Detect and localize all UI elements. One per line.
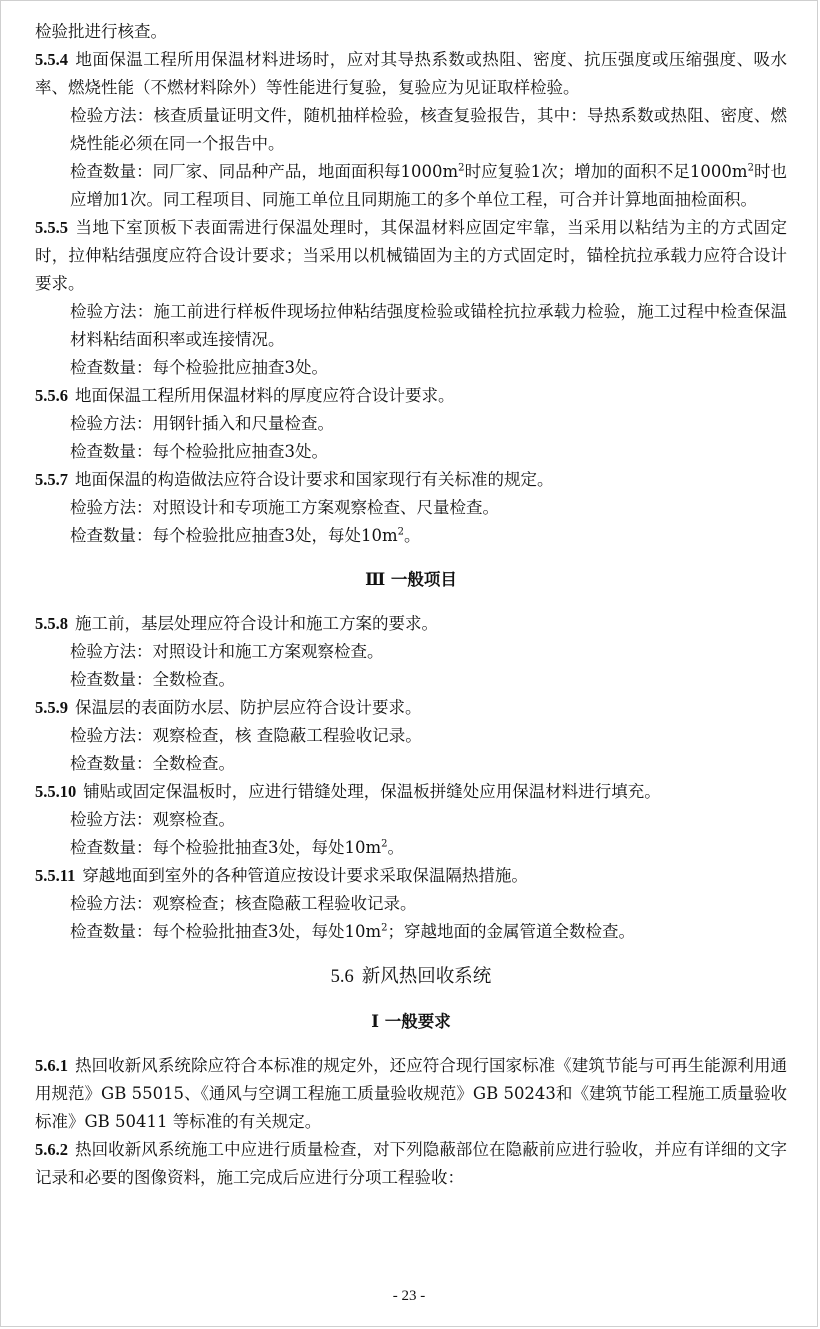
clause-5-5-10: 5.5.10 铺贴或固定保温板时，应进行错缝处理，保温板拼缝处应用保温材料进行填充。 xyxy=(35,782,661,801)
section-heading-5-6: 5.6 新风热回收系统 xyxy=(330,966,492,987)
clause-number: 5.5.11 xyxy=(35,866,76,885)
clause-number: 5.6.2 xyxy=(35,1140,68,1159)
inspection-method: 检验方法：观察检查，核 查隐蔽工程验收记录。 xyxy=(70,726,422,745)
inspection-method: 检验方法：观察检查。 xyxy=(70,810,235,829)
clause-5-5-6: 5.5.6 地面保温工程所用保温材料的厚度应符合设计要求。 xyxy=(35,386,455,405)
inspection-method: 检验方法：对照设计和专项施工方案观察检查、尺量检查。 xyxy=(70,498,499,517)
clause-number: 5.5.4 xyxy=(35,50,68,69)
clause-number: 5.5.9 xyxy=(35,698,68,717)
inspection-quantity: 检查数量：同厂家、同品种产品，地面面积每$1000m^2$时应复验1次；增加的面积不足$1000m^2$时也应增加1次。同工程项目、同施工单位且同期施工的多个单位工程，可合并计算地面抽检面积。 xyxy=(70,162,788,209)
clause-number: 5.5.10 xyxy=(35,782,77,801)
continued-text: 检验批进行核查。 xyxy=(35,22,167,41)
clause-number: 5.5.5 xyxy=(35,218,68,237)
clause-5-5-5: 5.5.5 当地下室顶板下表面需进行保温处理时，其保温材料应固定牢靠，当采用以粘结为主的方式固定时，拉伸粘结强度应符合设计要求；当采用以机械锚固为主的方式固定时，锚栓抗拉承载力应符合设计要求。 xyxy=(35,218,787,293)
page-content xyxy=(35,18,787,1192)
inspection-quantity: 检查数量：每个检验批应抽查3处。 xyxy=(70,358,328,377)
inspection-method: 检验方法：施工前进行样板件现场拉伸粘结强度检验或锚栓抗拉承载力检验，施工过程中检查保温材料粘结面积率或连接情况。 xyxy=(70,302,787,349)
clause-number: 5.5.8 xyxy=(35,614,68,633)
clause-number: 5.5.6 xyxy=(35,386,68,405)
clause-number: 5.5.7 xyxy=(35,470,68,489)
inspection-method: 检验方法：核查质量证明文件，随机抽样检验，核查复验报告，其中：导热系数或热阻、密度、燃烧性能必须在同一个报告中。 xyxy=(70,106,787,153)
inspection-quantity: 检查数量：每个检验批抽查3处，每处$10m^2$；穿越地面的金属管道全数检查。 xyxy=(70,922,636,941)
section-heading-general-items: Ⅲ 一般项目 xyxy=(365,570,457,589)
inspection-method: 检验方法：对照设计和施工方案观察检查。 xyxy=(70,642,384,661)
inspection-quantity: 检查数量：每个检验批抽查3处，每处$10m^2$。 xyxy=(70,838,405,857)
inspection-quantity: 检查数量：每个检验批应抽查3处，每处$10m^2$。 xyxy=(70,526,421,545)
inspection-method: 检验方法：观察检查；核查隐蔽工程验收记录。 xyxy=(70,894,417,913)
clause-5-5-11: 5.5.11 穿越地面到室外的各种管道应按设计要求采取保温隔热措施。 xyxy=(35,866,528,885)
clause-5-5-4: 5.5.4 地面保温工程所用保温材料进场时，应对其导热系数或热阻、密度、抗压强度或压缩强度、吸水率、燃烧性能（不燃材料除外）等性能进行复验，复验应为见证取样检验。 xyxy=(35,50,787,97)
inspection-quantity: 检查数量：全数检查。 xyxy=(70,754,235,773)
clause-5-5-9: 5.5.9 保温层的表面防水层、防护层应符合设计要求。 xyxy=(35,698,422,717)
clause-5-6-2: 5.6.2 热回收新风系统施工中应进行质量检查，对下列隐蔽部位在隐蔽前应进行验收，并应有详细的文字记录和必要的图像资料，施工完成后应进行分项工程验收： xyxy=(35,1140,787,1187)
inspection-method: 检验方法：用钢针插入和尺量检查。 xyxy=(70,414,334,433)
inspection-quantity: 检查数量：每个检验批应抽查3处。 xyxy=(70,442,328,461)
section-heading-general-requirements: Ⅰ 一般要求 xyxy=(371,1012,451,1031)
clause-5-6-1: 5.6.1 热回收新风系统除应符合本标准的规定外，还应符合现行国家标准《建筑节能与可再生能源利用通用规范》GB 55015、《通风与空调工程施工质量验收规范》GB 50243和《建筑节能工程施工质量验收标准》GB 50411 等标准的有关规定。 xyxy=(35,1056,787,1131)
inspection-quantity: 检查数量：全数检查。 xyxy=(70,670,235,689)
clause-5-5-7: 5.5.7 地面保温的构造做法应符合设计要求和国家现行有关标准的规定。 xyxy=(35,470,554,489)
clause-number: 5.6.1 xyxy=(35,1056,68,1075)
page-number: - 23 - xyxy=(392,1288,426,1304)
clause-5-5-8: 5.5.8 施工前，基层处理应符合设计和施工方案的要求。 xyxy=(35,614,438,633)
